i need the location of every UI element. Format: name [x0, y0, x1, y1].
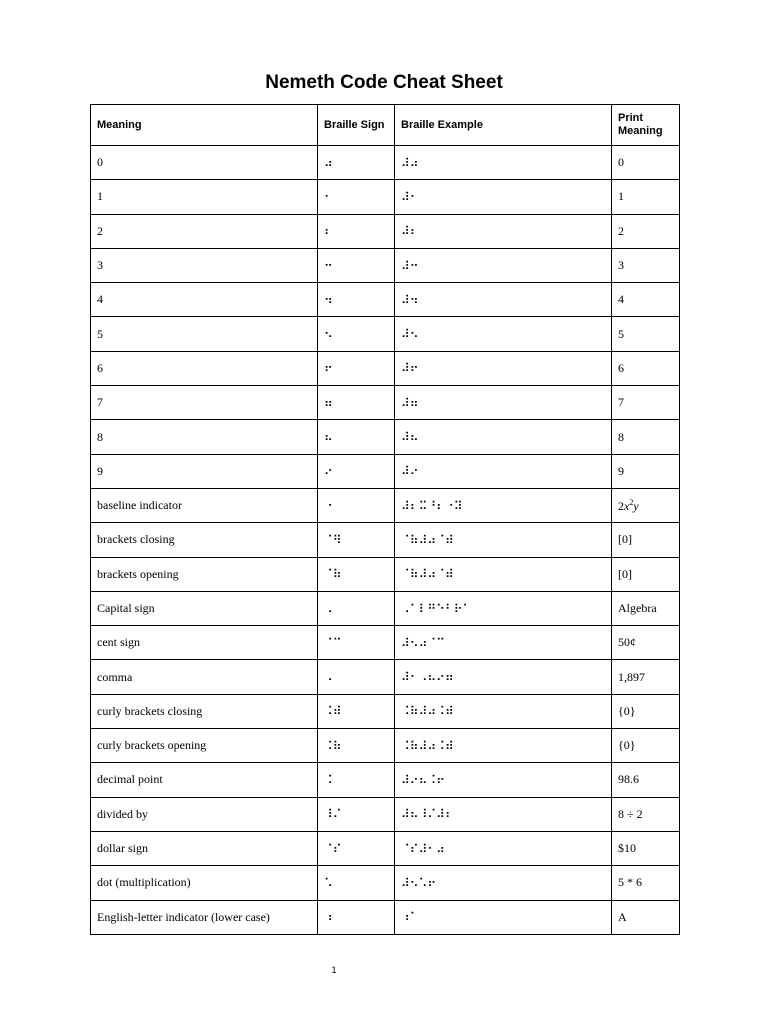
braille-sign-cell: ⠰: [318, 900, 395, 934]
table-row: [91, 317, 680, 351]
braille-sign-cell: ⠨⠷: [318, 729, 395, 763]
meaning-cell: 3: [91, 248, 318, 282]
print-meaning-cell: 8 ÷ 2: [612, 797, 680, 831]
table-row: [91, 248, 680, 282]
meaning-cell: Capital sign: [91, 591, 318, 625]
braille-sign-cell: ⠡: [318, 866, 395, 900]
table-row: [91, 591, 680, 625]
meaning-cell: baseline indicator: [91, 488, 318, 522]
braille-example-cell: ⠼⠲: [395, 283, 612, 317]
braille-example-cell: ⠈⠎⠼⠂⠴: [395, 831, 612, 865]
meaning-cell: English-letter indicator (lower case): [91, 900, 318, 934]
print-meaning-cell: 6: [612, 351, 680, 385]
print-meaning-cell: 3: [612, 248, 680, 282]
braille-sign-cell: ⠖: [318, 351, 395, 385]
print-meaning-cell: {0}: [612, 694, 680, 728]
meaning-cell: brackets opening: [91, 557, 318, 591]
braille-sign-cell: ⠆: [318, 214, 395, 248]
meaning-cell: 1: [91, 180, 318, 214]
braille-sign-cell: ⠠: [318, 660, 395, 694]
print-meaning-cell: 5 * 6: [612, 866, 680, 900]
braille-sign-cell: ⠨: [318, 763, 395, 797]
braille-example-cell: ⠼⠆: [395, 214, 612, 248]
braille-example-cell: ⠼⠂: [395, 180, 612, 214]
braille-example-cell: ⠼⠔⠦⠨⠖: [395, 763, 612, 797]
table-row: [91, 283, 680, 317]
print-meaning-cell: 5: [612, 317, 680, 351]
header-print-meaning: Print Meaning: [612, 105, 680, 146]
table-row: [91, 146, 680, 180]
braille-example-cell: ⠼⠦: [395, 420, 612, 454]
table-row: [91, 900, 680, 934]
meaning-cell: 7: [91, 386, 318, 420]
braille-example-cell: ⠈⠷⠼⠴⠈⠾: [395, 523, 612, 557]
meaning-cell: 5: [91, 317, 318, 351]
print-meaning-cell: 0: [612, 146, 680, 180]
meaning-cell: 0: [91, 146, 318, 180]
braille-example-cell: ⠼⠢⠴⠈⠉: [395, 626, 612, 660]
print-meaning-cell: 4: [612, 283, 680, 317]
braille-example-cell: ⠼⠖: [395, 351, 612, 385]
table-row: [91, 797, 680, 831]
print-meaning-cell: 1: [612, 180, 680, 214]
braille-sign-cell: ⠈⠻: [318, 523, 395, 557]
print-meaning-cell: {0}: [612, 729, 680, 763]
braille-sign-cell: ⠒: [318, 248, 395, 282]
braille-example-cell: ⠰⠁: [395, 900, 612, 934]
meaning-cell: 2: [91, 214, 318, 248]
meaning-cell: 4: [91, 283, 318, 317]
print-meaning-cell: 7: [612, 386, 680, 420]
print-meaning-cell: 98.6: [612, 763, 680, 797]
braille-sign-cell: ⠦: [318, 420, 395, 454]
braille-sign-cell: ⠸⠌: [318, 797, 395, 831]
braille-example-cell: ⠼⠢⠡⠖: [395, 866, 612, 900]
print-meaning-cell: $2x^2y$: [612, 488, 680, 522]
braille-example-cell: ⠨⠷⠼⠴⠨⠾: [395, 729, 612, 763]
meaning-cell: divided by: [91, 797, 318, 831]
table-row: [91, 626, 680, 660]
table-row: [91, 180, 680, 214]
table-row: [91, 523, 680, 557]
braille-sign-cell: ⠢: [318, 317, 395, 351]
header-braille-sign: Braille Sign: [318, 105, 395, 146]
table-row: [91, 420, 680, 454]
braille-sign-cell: ⠔: [318, 454, 395, 488]
braille-example-cell: ⠼⠶: [395, 386, 612, 420]
meaning-cell: decimal point: [91, 763, 318, 797]
braille-sign-cell: ⠠: [318, 591, 395, 625]
braille-example-cell: ⠼⠴: [395, 146, 612, 180]
table-header-row: [91, 105, 680, 146]
braille-sign-cell: ⠈⠎: [318, 831, 395, 865]
table-row: [91, 831, 680, 865]
table-row: [91, 729, 680, 763]
header-meaning: Meaning: [91, 105, 318, 146]
meaning-cell: dot (multiplication): [91, 866, 318, 900]
braille-sign-cell: ⠈⠉: [318, 626, 395, 660]
table-row: [91, 694, 680, 728]
table-row: [91, 351, 680, 385]
meaning-cell: dollar sign: [91, 831, 318, 865]
page-number: 1: [331, 965, 337, 975]
braille-sign-cell: ⠶: [318, 386, 395, 420]
print-meaning-cell: 2: [612, 214, 680, 248]
meaning-cell: 9: [91, 454, 318, 488]
meaning-cell: brackets closing: [91, 523, 318, 557]
print-meaning-cell: A: [612, 900, 680, 934]
table-row: [91, 214, 680, 248]
braille-example-cell: ⠼⠆⠭⠘⠆⠐⠽: [395, 488, 612, 522]
meaning-cell: 6: [91, 351, 318, 385]
braille-example-cell: ⠠⠁⠇⠛⠑⠃⠗⠁: [395, 591, 612, 625]
braille-example-cell: ⠼⠦⠸⠌⠼⠆: [395, 797, 612, 831]
meaning-cell: cent sign: [91, 626, 318, 660]
braille-sign-cell: ⠐: [318, 488, 395, 522]
print-meaning-cell: 1,897: [612, 660, 680, 694]
braille-example-cell: ⠈⠷⠼⠴⠈⠾: [395, 557, 612, 591]
meaning-cell: curly brackets closing: [91, 694, 318, 728]
print-meaning-cell: $10: [612, 831, 680, 865]
braille-sign-cell: ⠴: [318, 146, 395, 180]
table-row: [91, 488, 680, 522]
braille-sign-cell: ⠈⠷: [318, 557, 395, 591]
braille-example-cell: ⠼⠔: [395, 454, 612, 488]
table-row: [91, 866, 680, 900]
print-meaning-cell: [0]: [612, 557, 680, 591]
table-row: [91, 454, 680, 488]
header-braille-example: Braille Example: [395, 105, 612, 146]
braille-sign-cell: ⠨⠾: [318, 694, 395, 728]
print-meaning-cell: Algebra: [612, 591, 680, 625]
nemeth-code-table: [90, 104, 680, 935]
print-meaning-cell: 9: [612, 454, 680, 488]
page-title: Nemeth Code Cheat Sheet: [265, 72, 503, 93]
meaning-cell: 8: [91, 420, 318, 454]
print-meaning-cell: [0]: [612, 523, 680, 557]
print-meaning-cell: 8: [612, 420, 680, 454]
braille-example-cell: ⠼⠢: [395, 317, 612, 351]
meaning-cell: curly brackets opening: [91, 729, 318, 763]
braille-example-cell: ⠼⠒: [395, 248, 612, 282]
print-meaning-cell: 50¢: [612, 626, 680, 660]
meaning-cell: comma: [91, 660, 318, 694]
table-row: [91, 557, 680, 591]
braille-sign-cell: ⠂: [318, 180, 395, 214]
braille-example-cell: ⠨⠷⠼⠴⠨⠾: [395, 694, 612, 728]
table-row: [91, 763, 680, 797]
table-row: [91, 660, 680, 694]
braille-sign-cell: ⠲: [318, 283, 395, 317]
braille-example-cell: ⠼⠂⠠⠦⠔⠶: [395, 660, 612, 694]
table-row: [91, 386, 680, 420]
